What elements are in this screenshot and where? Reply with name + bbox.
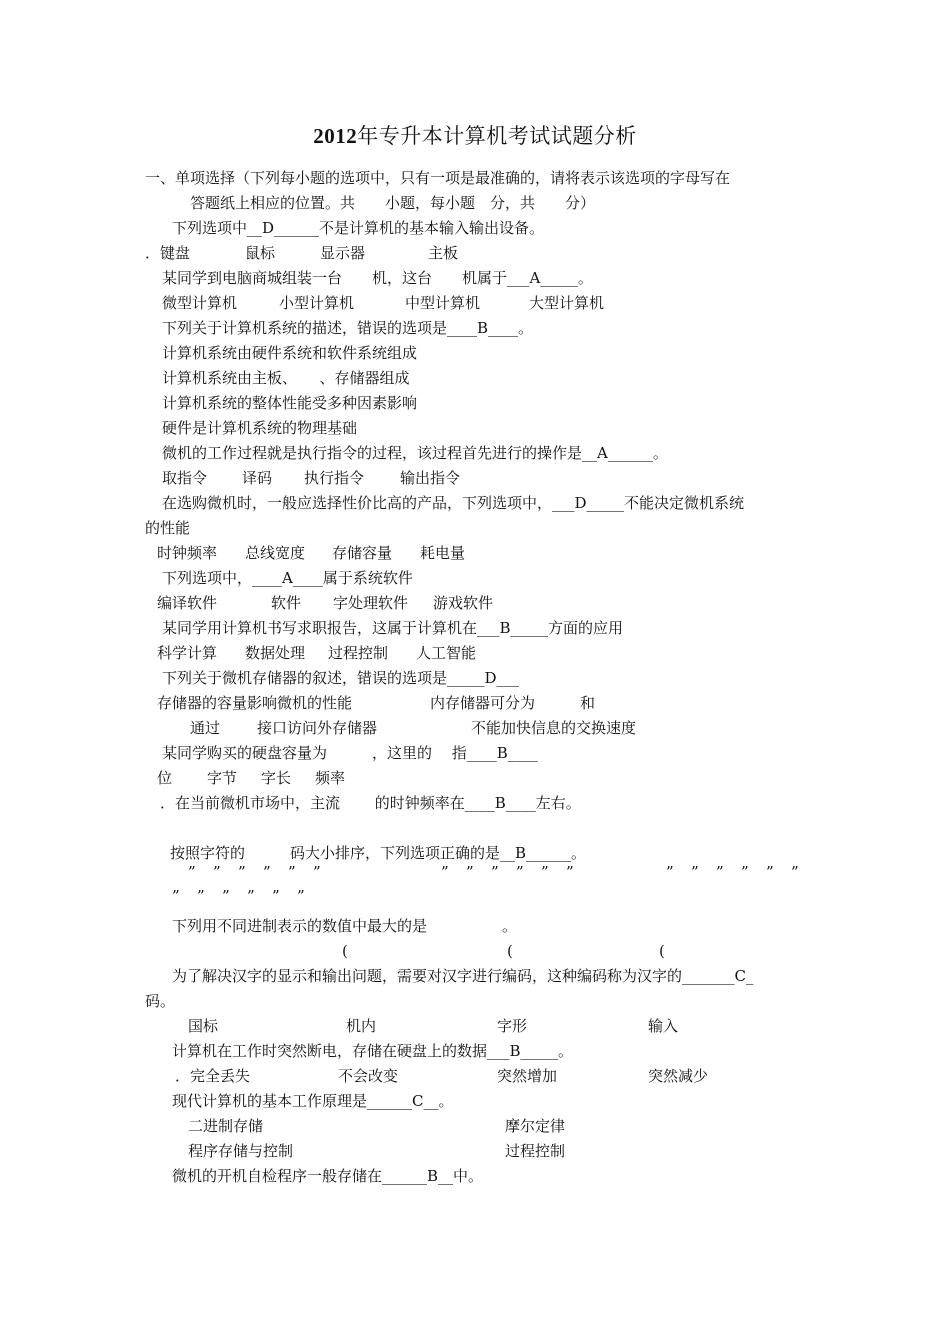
question-14-options [175,1066,708,1086]
question-3-option-c: 计算机系统的整体性能受多种因素影响 [162,394,418,412]
option: 字长 [261,769,292,787]
option: ．完全丢失 [175,1067,251,1085]
option: 二进制存储 [188,1117,264,1135]
option: 显示器 [320,244,366,262]
option: 突然增加 [497,1067,558,1085]
option: 摩尔定律 [505,1117,566,1135]
question-4: 微机的工作过程就是执行指令的过程，该过程首先进行的操作是__A______。 [162,444,668,462]
option: 输入 [648,1017,679,1035]
option: 字形 [497,1017,528,1035]
question-1-options [145,243,458,263]
option: 过程控制 [505,1142,566,1160]
question-15-options-row2 [188,1141,565,1161]
quote-mark: ” [313,863,321,881]
option: 执行指令 [304,469,365,487]
question-6-options [157,593,493,613]
quote-mark: ” [516,863,524,881]
quote-mark: ” [491,863,499,881]
option: 过程控制 [328,644,389,662]
question-13-cont: 码。 [145,992,176,1010]
option: 输出指令 [400,469,461,487]
option: 耗电量 [420,544,466,562]
question-5: 在选购微机时，一般应选择性价比高的产品，下列选项中，___D_____不能决定微机系统 [162,494,745,512]
question-11-options-row1 [188,862,799,882]
question-11-options-row2 [172,886,305,906]
option: ．键盘 [145,244,191,262]
question-2-options [162,293,604,313]
question-14: 计算机在工作时突然断电，存储在硬盘上的数据___B_____。 [172,1042,574,1060]
question-16: 微机的开机自检程序一般存储在______B__中。 [172,1167,484,1185]
option: 科学计算 [157,644,218,662]
question-8-options-row2 [190,718,636,738]
quote-mark: ” [297,887,305,905]
option: 主板 [428,244,459,262]
quote-mark: ” [197,887,205,905]
option: 大型计算机 [529,294,605,312]
option: 机内 [346,1017,377,1035]
question-6: 下列选项中，____A____属于系统软件 [162,569,413,587]
question-7-options [157,643,476,663]
question-10: ．在当前微机市场中，主流 的时钟频率在____B____左右。 [160,794,581,812]
option: 国标 [188,1017,219,1035]
quote-mark: ” [238,863,246,881]
question-9: 某同学购买的硬盘容量为 ，这里的 指____B____ [162,744,538,762]
section-heading-cont: 答题纸上相应的位置。共 小题，每小题 分，共 分） [190,194,596,212]
option: 存储容量 [332,544,393,562]
question-13-options [188,1016,678,1036]
option: 小型计算机 [279,294,355,312]
quote-mark: ” [766,863,774,881]
option: 时钟频率 [157,544,218,562]
question-11: 按照字符的 码大小排序，下列选项正确的是__B______。 [170,844,587,862]
quote-mark: ” [172,887,180,905]
question-13: 为了解决汉字的显示和输出问题，需要对汉字进行编码，这种编码称为汉字的_______C_ [172,967,754,985]
quote-mark: ” [247,887,255,905]
option: 译码 [242,469,273,487]
quote-mark: ” [213,863,221,881]
option: 取指令 [162,469,208,487]
title-year: 2012 [313,124,358,148]
quote-mark: ” [441,863,449,881]
paren: ( [659,942,665,960]
quote-mark: ” [222,887,230,905]
quote-mark: ” [288,863,296,881]
option: 软件 [271,594,302,612]
option: 总线宽度 [245,544,306,562]
quote-mark: ” [466,863,474,881]
page-title [0,120,950,150]
option: 和 [580,694,596,712]
question-3: 下列关于计算机系统的描述，错误的选项是____B____。 [162,319,534,337]
quote-mark: ” [716,863,724,881]
question-3-option-a: 计算机系统由硬件系统和软件系统组成 [162,344,418,362]
option: 不能加快信息的交换速度 [471,719,637,737]
option: 鼠标 [245,244,276,262]
option: 编译软件 [157,594,218,612]
question-8: 下列关于微机存储器的叙述，错误的选项是_____D___ [162,669,520,687]
question-3-option-b: 计算机系统由主板、 、存储器组成 [162,369,410,387]
option: 位 [157,769,173,787]
question-7: 某同学用计算机书写求职报告，这属于计算机在___B_____方面的应用 [162,619,624,637]
option: 通过 [190,719,221,737]
question-3-option-d: 硬件是计算机系统的物理基础 [162,419,358,437]
option: 微型计算机 [162,294,238,312]
option: 内存储器可分为 [430,694,536,712]
option: 人工智能 [416,644,477,662]
question-4-options [162,468,460,488]
option: 中型计算机 [405,294,481,312]
option: 字处理软件 [333,594,409,612]
question-5-options [157,543,465,563]
quote-mark: ” [272,887,280,905]
title-text: 年专升本计算机考试试题分析 [357,124,637,148]
paren: ( [507,942,513,960]
option: 程序存储与控制 [188,1142,294,1160]
question-15: 现代计算机的基本工作原理是______C__。 [172,1092,454,1110]
quote-mark: ” [188,863,196,881]
quote-mark: ” [791,863,799,881]
question-15-options-row1 [188,1116,565,1136]
question-1: 下列选项中__D______不是计算机的基本输入输出设备。 [172,219,545,237]
question-12-options [342,941,665,961]
quote-mark: ” [263,863,271,881]
option: 字节 [207,769,238,787]
question-8-options-row1 [157,693,595,713]
option: 突然减少 [648,1067,709,1085]
option: 数据处理 [245,644,306,662]
question-9-options [157,768,345,788]
quote-mark: ” [691,863,699,881]
quote-mark: ” [541,863,549,881]
quote-mark: ” [741,863,749,881]
quote-mark: ” [666,863,674,881]
option: 频率 [315,769,346,787]
option: 不会改变 [338,1067,399,1085]
option: 游戏软件 [433,594,494,612]
option: 存储器的容量影响微机的性能 [157,694,353,712]
quote-mark: ” [566,863,574,881]
paren: ( [342,942,348,960]
section-heading: 一、单项选择（下列每小题的选项中，只有一项是最准确的，请将表示该选项的字母写在 [145,169,731,187]
question-12: 下列用不同进制表示的数值中最大的是 。 [172,917,518,935]
question-2: 某同学到电脑商城组装一台 机，这台 机属于___A_____。 [162,269,593,287]
question-5-cont: 的性能 [145,519,191,537]
option: 接口访问外存储器 [257,719,378,737]
